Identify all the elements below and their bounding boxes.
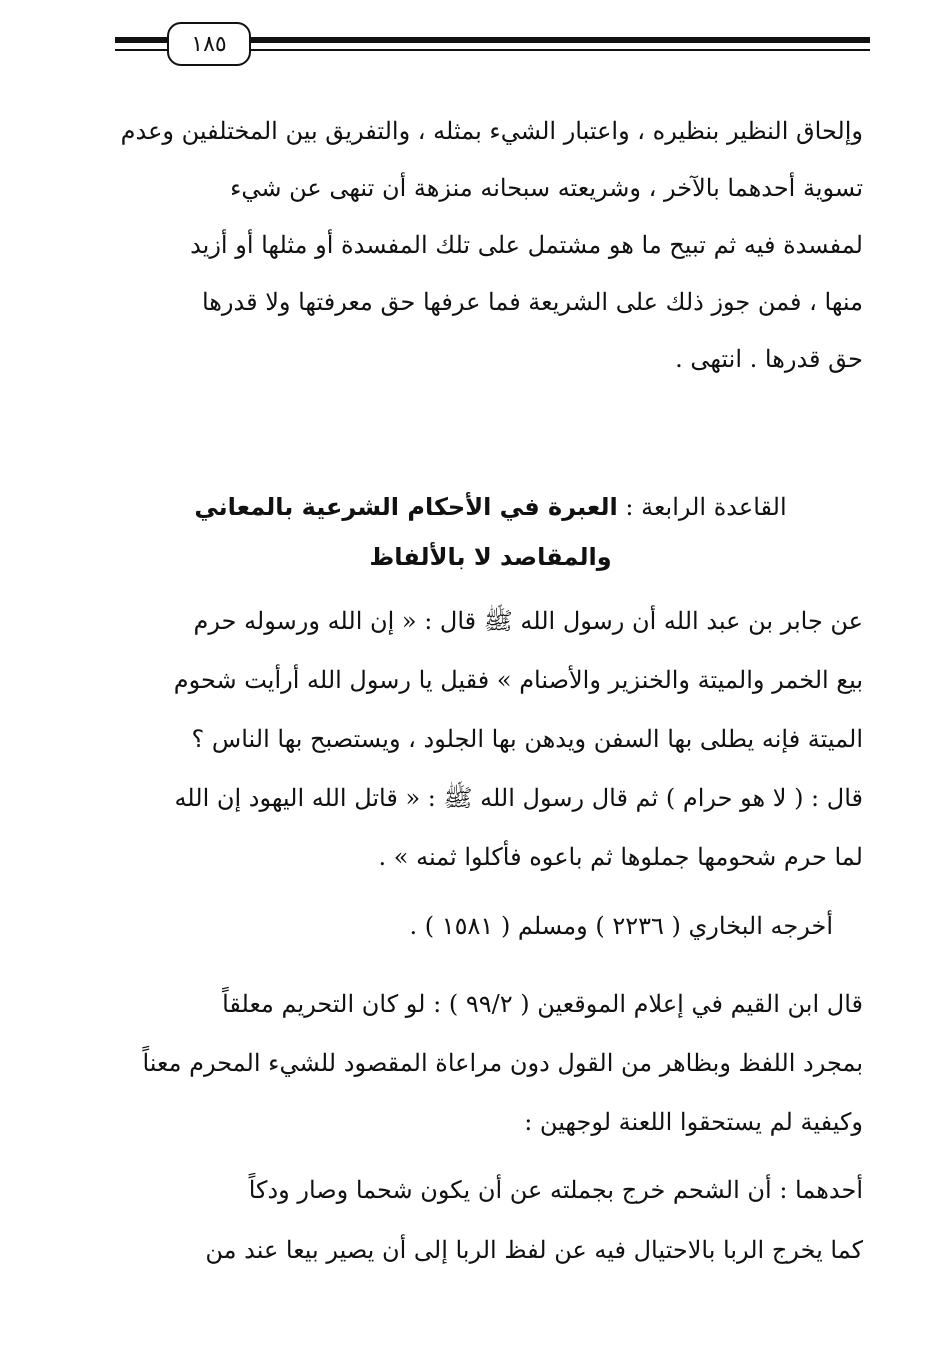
intro-line: حق قدرها . انتهى . xyxy=(675,345,863,373)
intro-paragraph xyxy=(118,103,863,388)
page-number: ١٨٥ xyxy=(167,22,251,66)
header-rule-left-thick xyxy=(115,37,173,43)
hadith-line: عن جابر بن عبد الله أن رسول الله ﷺ قال : « إن الله ورسوله حرم xyxy=(193,607,863,635)
first-reason-paragraph xyxy=(118,1160,863,1280)
intro-line: منها ، فمن جوز ذلك على الشريعة فما عرفها حق معرفتها ولا قدرها xyxy=(201,288,863,316)
intro-line: لمفسدة فيه ثم تبيح ما هو مشتمل على تلك المفسدة أو مثلها أو أزيد xyxy=(190,231,863,259)
first-reason-line: أحدهما : أن الشحم خرج بجملته عن أن يكون شحما وصار ودكاً xyxy=(248,1176,863,1204)
rule-title-part-2: والمقاصد لا بالألفاظ xyxy=(369,543,612,571)
takhrij-text: أخرجه البخاري ( ٢٢٣٦ ) ومسلم ( ١٥٨١ ) . xyxy=(409,912,833,940)
ibn-qayyim-line: قال ابن القيم في إعلام الموقعين ( ٩٩/٢ ) : لو كان التحريم معلقاً xyxy=(222,990,863,1018)
hadith-paragraph xyxy=(118,592,863,887)
first-reason-line: كما يخرج الربا بالاحتيال فيه عن لفظ الربا إلى أن يصير بيعا عند من xyxy=(205,1236,863,1264)
ibn-qayyim-line: وكيفية لم يستحقوا اللعنة لوجهين : xyxy=(524,1108,863,1136)
rule-label: القاعدة الرابعة : xyxy=(625,493,787,521)
section-heading xyxy=(118,482,863,582)
section-heading-line-1 xyxy=(118,482,863,532)
hadith-line: لما حرم شحومها جملوها ثم باعوه فأكلوا ثمنه » . xyxy=(378,843,863,871)
hadith-line: الميتة فإنه يطلى بها السفن ويدهن بها الجلود ، ويستصبح بها الناس ؟ xyxy=(191,725,863,753)
rule-title-part-1: العبرة في الأحكام الشرعية بالمعاني xyxy=(194,493,618,521)
intro-line: وإلحاق النظير بنظيره ، واعتبار الشيء بمثله ، والتفريق بين المختلفين وعدم xyxy=(120,117,863,145)
header-rule-right-thick xyxy=(245,37,870,43)
ibn-qayyim-line: بمجرد اللفظ وبظاهر من القول دون مراعاة المقصود للشيء المحرم معناً xyxy=(142,1049,863,1077)
hadith-line: بيع الخمر والميتة والخنزير والأصنام » فقيل يا رسول الله أرأيت شحوم xyxy=(173,666,863,694)
hadith-line: قال : ( لا هو حرام ) ثم قال رسول الله ﷺ : « قاتل الله اليهود إن الله xyxy=(174,784,863,812)
intro-line: تسوية أحدهما بالآخر ، وشريعته سبحانه منزهة أن تنهى عن شيء xyxy=(230,174,863,202)
header-rule-left-thin xyxy=(115,49,173,51)
header-rule-right-thin xyxy=(245,49,870,51)
takhrij-line xyxy=(118,896,863,956)
ibn-qayyim-paragraph xyxy=(118,975,863,1152)
page-header xyxy=(115,22,870,72)
